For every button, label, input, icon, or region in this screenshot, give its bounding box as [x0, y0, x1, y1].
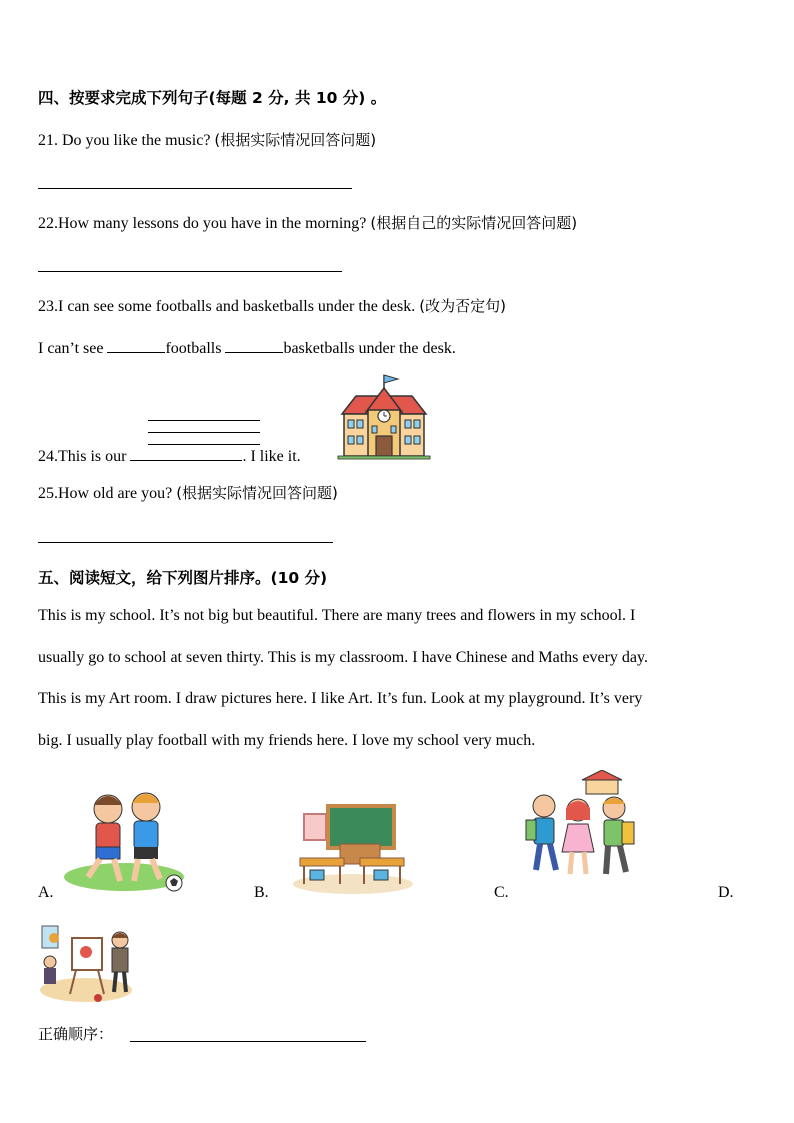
question-25-text: 25.How old are you? — [38, 485, 177, 502]
q23-fill-part1: I can’t see — [38, 340, 108, 357]
question-23-text: 23.I can see some footballs and basketballs under the desk. — [38, 298, 420, 315]
q23-blank-2[interactable] — [225, 338, 283, 353]
question-22-text: 22.How many lessons do you have in the morning? — [38, 215, 371, 232]
passage-line-1: This is my school. It’s not big but beautiful. There are many trees and flowers in my school. I — [38, 607, 636, 624]
question-22 — [38, 212, 577, 233]
answer-line-21[interactable] — [38, 188, 352, 189]
q24-part1: 24.This is our — [38, 448, 131, 465]
q23-fill-part3: basketballs under the desk. — [283, 340, 456, 357]
question-22-instruction: (根据自己的实际情况回答问题) — [370, 214, 578, 232]
q23-fill-part2: footballs — [165, 340, 226, 357]
label-d: D. — [718, 884, 734, 901]
passage-line-3: This is my Art room. I draw pictures here. I like Art. It’s fun. Look at my playground. It’s very — [38, 690, 643, 707]
q24-guide-line-2 — [148, 432, 260, 433]
answer-line-22[interactable] — [38, 271, 342, 272]
question-21-text: 21. Do you like the music? — [38, 132, 215, 149]
q24-blank[interactable] — [130, 446, 242, 461]
label-b: B. — [254, 884, 269, 901]
question-23-instruction: (改为否定句) — [419, 297, 506, 315]
correct-order-answer-line[interactable] — [130, 1041, 366, 1042]
picture-a-football — [60, 785, 186, 897]
question-21-instruction: (根据实际情况回答问题) — [214, 131, 377, 149]
q24-part2: . I like it. — [242, 448, 301, 465]
picture-c-going-to-school — [522, 770, 644, 892]
school-building-picture — [336, 372, 432, 460]
answer-line-25[interactable] — [38, 542, 333, 543]
correct-order-label: 正确顺序： — [38, 1025, 114, 1043]
question-24 — [38, 446, 301, 466]
question-23 — [38, 295, 506, 316]
q24-guide-line-3 — [148, 444, 260, 445]
q24-guide-line-1 — [148, 420, 260, 421]
label-a: A. — [38, 884, 54, 901]
passage-line-2: usually go to school at seven thirty. This is my classroom. I have Chinese and Maths every day. — [38, 649, 648, 666]
picture-b-classroom — [290, 800, 416, 896]
question-25 — [38, 482, 338, 503]
question-21 — [38, 129, 376, 150]
passage-line-4: big. I usually play football with my friends here. I love my school very much. — [38, 732, 536, 749]
section-5-title: 五、阅读短文，给下列图片排序。(10 分) — [38, 569, 328, 587]
label-c: C. — [494, 884, 509, 901]
question-23-fill-sentence — [38, 338, 456, 358]
picture-d-art-room — [36, 916, 136, 1006]
question-25-instruction: (根据实际情况回答问题) — [176, 484, 338, 502]
q23-blank-1[interactable] — [107, 338, 165, 353]
reading-passage — [38, 607, 758, 757]
section-4-title: 四、按要求完成下列句子(每题 2 分, 共 10 分) 。 — [38, 89, 387, 107]
